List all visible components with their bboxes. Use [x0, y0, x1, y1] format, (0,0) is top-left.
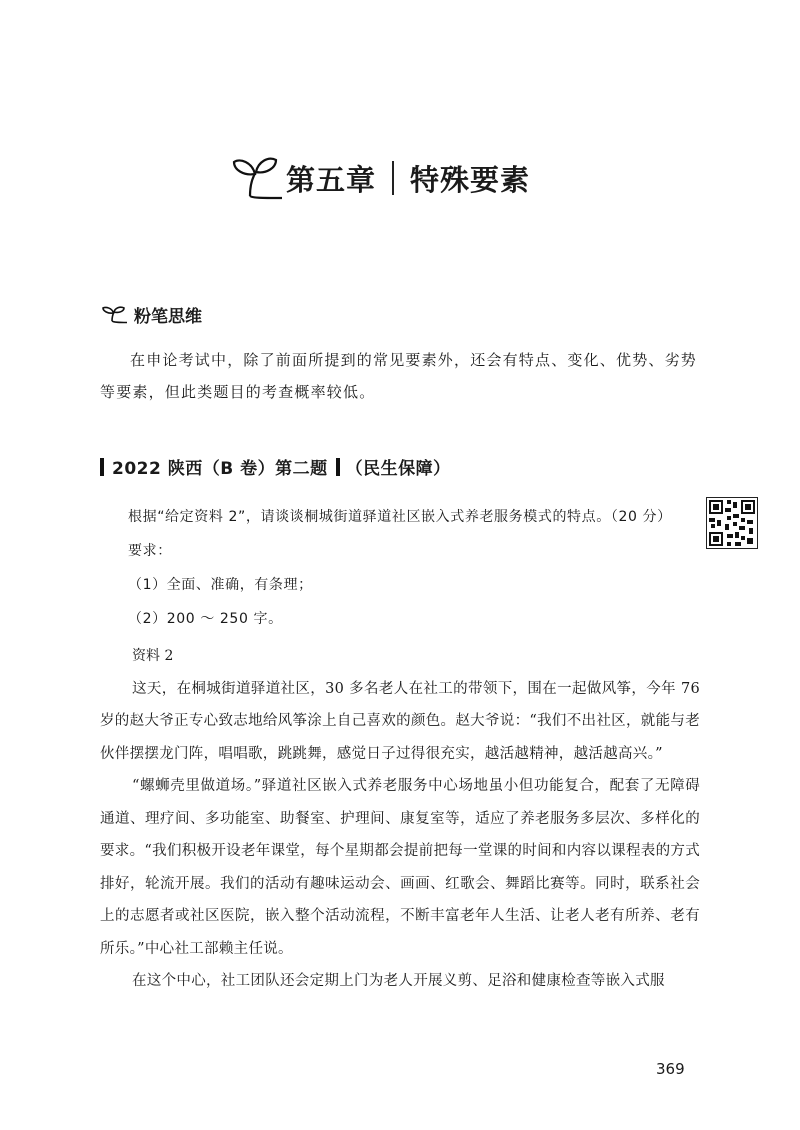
chapter-name: 特殊要素	[410, 162, 531, 197]
sprout-small-icon	[100, 305, 128, 325]
section-heading-text: 粉笔思维	[134, 307, 202, 327]
qr-code-icon[interactable]	[706, 497, 758, 549]
question-body	[128, 500, 688, 636]
question-heading	[100, 454, 451, 479]
title-divider	[392, 161, 394, 195]
chapter-title	[228, 148, 530, 208]
material-paragraph: “螺蛳壳里做道场。”驿道社区嵌入式养老服务中心场地虽小但功能复合，配套了无障碍通道、理疗间、多功能室、助餐室、护理间、康复室等，适应了养老服务多层次、多样化的要求。“我们积极开设老年课堂，每个星期都会提前把每一堂课的时间和内容以课程表的方式排好，轮流开展。我们的活动有趣味运动会、画画、红歌会、舞蹈比赛等。同时，联系社会上的志愿者或社区医院，嵌入整个活动流程，不断丰富老年人生活、让老人老有所养、老有所乐。”中心社工部赖主任说。	[100, 778, 700, 957]
question-prompt: 根据“给定资料 2”，请谈谈桐城街道驿道社区嵌入式养老服务模式的特点。（20 分）	[128, 509, 672, 525]
requirement-item: （2）200 ～ 250 字。	[128, 611, 283, 627]
section-heading	[100, 302, 202, 327]
requirements-label: 要求：	[128, 543, 172, 559]
question-tag: （民生保障）	[345, 459, 451, 479]
requirement-item: （1）全面、准确，有条理；	[128, 577, 313, 593]
heading-marker	[100, 458, 104, 476]
material-passage	[100, 640, 700, 998]
material-label: 资料 2	[132, 648, 174, 664]
section-intro: 在申论考试中，除了前面所提到的常见要素外，还会有特点、变化、优势、劣势等要素，但此类题目的考查概率较低。	[100, 351, 698, 401]
sprout-icon	[228, 152, 284, 204]
page-number: 369	[656, 1060, 685, 1078]
material-paragraph: 在这个中心，社工团队还会定期上门为老人开展义剪、足浴和健康检查等嵌入式服	[132, 973, 665, 989]
chapter-number: 第五章	[286, 162, 377, 197]
material-paragraph: 这天，在桐城街道驿道社区，30 多名老人在社工的带领下，围在一起做风筝，今年 76 岁的赵大爷正专心致志地给风筝涂上自己喜欢的颜色。赵大爷说：“我们不出社区，就能与老伙伴摆摆龙门阵，唱唱歌，跳跳舞，感觉日子过得很充实，越活越精神，越活越高兴。”	[100, 680, 700, 762]
question-source: 2022 陕西（B 卷）第二题	[112, 459, 328, 479]
heading-marker	[336, 458, 340, 476]
